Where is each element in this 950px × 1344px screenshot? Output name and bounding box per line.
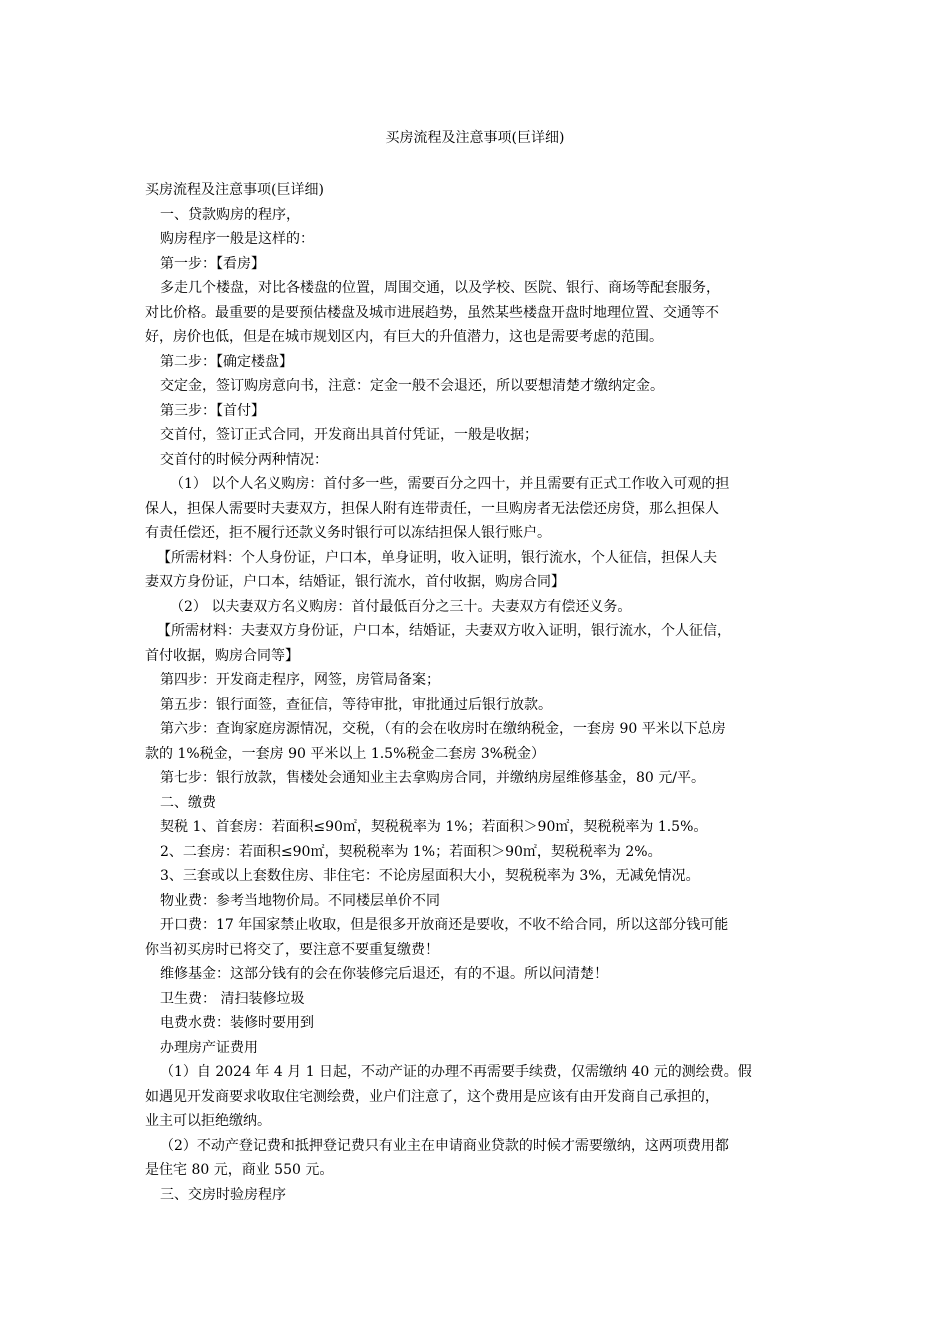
paragraph-line: 你当初买房时已将交了，要注意不要重复缴费！ (145, 941, 439, 958)
step-heading-7: 第七步：银行放款，售楼处会通知业主去拿购房合同，并缴纳房屋维修基金，80 元/平。 (160, 770, 705, 786)
section-heading-loan-procedure: 一、贷款购房的程序， (160, 206, 300, 223)
paragraph-line: 开口费：17 年国家禁止收取，但是很多开放商还是要收，不收不给合同，所以这部分钱可能 (160, 917, 729, 933)
paragraph-line: 办理房产证费用 (160, 1039, 258, 1056)
step-heading-6: 第六步：查询家庭房源情况，交税，（有的会在收房时在缴纳税金，一套房 90 平米以下总房 (160, 721, 726, 737)
paragraph-line: （1）自 2024 年 4 月 1 日起，不动产证的办理不再需要手续费，仅需缴纳 40 元的测绘费。假 (160, 1064, 752, 1080)
document-title: 买房流程及注意事项(巨详细) (385, 130, 565, 146)
paragraph-line: 交定金，签订购房意向书，注意：定金一般不会退还，所以要想清楚才缴纳定金。 (160, 378, 664, 394)
paragraph-line: （2） 以夫妻双方名义购房：首付最低百分之三十。夫妻双方有偿还义务。 (170, 598, 632, 615)
step-heading-4: 第四步：开发商走程序，网签，房管局备案； (160, 672, 440, 688)
paragraph-line: 交首付，签订正式合同，开发商出具首付凭证，一般是收据； (160, 427, 538, 443)
paragraph-line: 保人，担保人需要时夫妻双方，担保人附有连带责任，一旦购房者无法偿还房贷，那么担保人 (145, 500, 719, 517)
paragraph-line: 有责任偿还，拒不履行还款义务时银行可以冻结担保人银行账户。 (145, 525, 551, 541)
paragraph-line: 【所需材料：个人身份证，户口本，单身证明，收入证明，银行流水，个人征信，担保人夫 (157, 549, 717, 566)
step-heading-5: 第五步：银行面签，查征信，等待审批，审批通过后银行放款。 (160, 696, 552, 713)
paragraph-line: 3、三套或以上套数住房、非住宅：不论房屋面积大小，契税税率为 3%，无减免情况。 (160, 868, 700, 884)
section-heading-fees: 二、缴费 (160, 794, 216, 811)
paragraph-line: （1） 以个人名义购房：首付多一些，需要百分之四十，并且需要有正式工作收入可观的担 (170, 476, 730, 492)
paragraph-line: 【所需材料：夫妻双方身份证，户口本，结婚证，夫妻双方收入证明，银行流水，个人征信， (157, 623, 731, 639)
paragraph-line: 是住宅 80 元，商业 550 元。 (145, 1162, 334, 1178)
paragraph-line: 物业费：参考当地物价局。不同楼层单价不同 (160, 892, 440, 909)
paragraph-line: 卫生费： 清扫装修垃圾 (160, 990, 305, 1007)
paragraph-line: 业主可以拒绝缴纳。 (145, 1113, 271, 1129)
paragraph-line: 电费水费：装修时要用到 (160, 1015, 314, 1031)
paragraph-line: （2）不动产登记费和抵押登记费只有业主在申请商业贷款的时候才需要缴纳，这两项费用都 (160, 1137, 729, 1154)
paragraph-line: 契税 1、首套房：若面积≤90㎡，契税税率为 1%；若面积＞90㎡，契税税率为 1.5%。 (160, 819, 708, 835)
paragraph-line: 首付收据，购房合同等】 (145, 647, 299, 664)
step-heading-2: 第二步：【确定楼盘】 (160, 353, 293, 370)
paragraph-line: 好，房价也低，但是在城市规划区内，有巨大的升值潜力，这也是需要考虑的范围。 (145, 329, 663, 345)
paragraph-line: 2、二套房：若面积≤90㎡，契税税率为 1%；若面积＞90㎡，契税税率为 2%。 (160, 843, 662, 860)
paragraph-line: 如遇见开发商要求收取住宅测绘费，业户们注意了，这个费用是应该有由开发商自己承担的， (145, 1088, 719, 1105)
step-heading-3: 第三步：【首付】 (160, 402, 265, 419)
document-body (145, 178, 805, 1207)
paragraph-line: 对比价格。最重要的是要预估楼盘及城市进展趋势，虽然某些楼盘开盘时地理位置、交通等不 (145, 304, 719, 321)
paragraph-line: 多走几个楼盘，对比各楼盘的位置，周围交通，以及学校、医院、银行、商场等配套服务， (160, 280, 720, 296)
paragraph-line: 维修基金：这部分钱有的会在你装修完后退还，有的不退。所以问清楚！ (160, 966, 608, 982)
paragraph-line: 妻双方身份证，户口本，结婚证，银行流水，首付收据，购房合同】 (145, 574, 565, 590)
paragraph-line: 购房程序一般是这样的： (160, 231, 314, 247)
paragraph-line: 款的 1%税金，一套房 90 平米以上 1.5%税金二套房 3%税金） (145, 745, 546, 762)
paragraph-line: 交首付的时候分两种情况： (160, 451, 328, 468)
step-heading-1: 第一步：【看房】 (160, 255, 265, 272)
body-heading: 买房流程及注意事项(巨详细) (145, 182, 324, 198)
section-heading-inspection: 三、交房时验房程序 (160, 1186, 286, 1203)
